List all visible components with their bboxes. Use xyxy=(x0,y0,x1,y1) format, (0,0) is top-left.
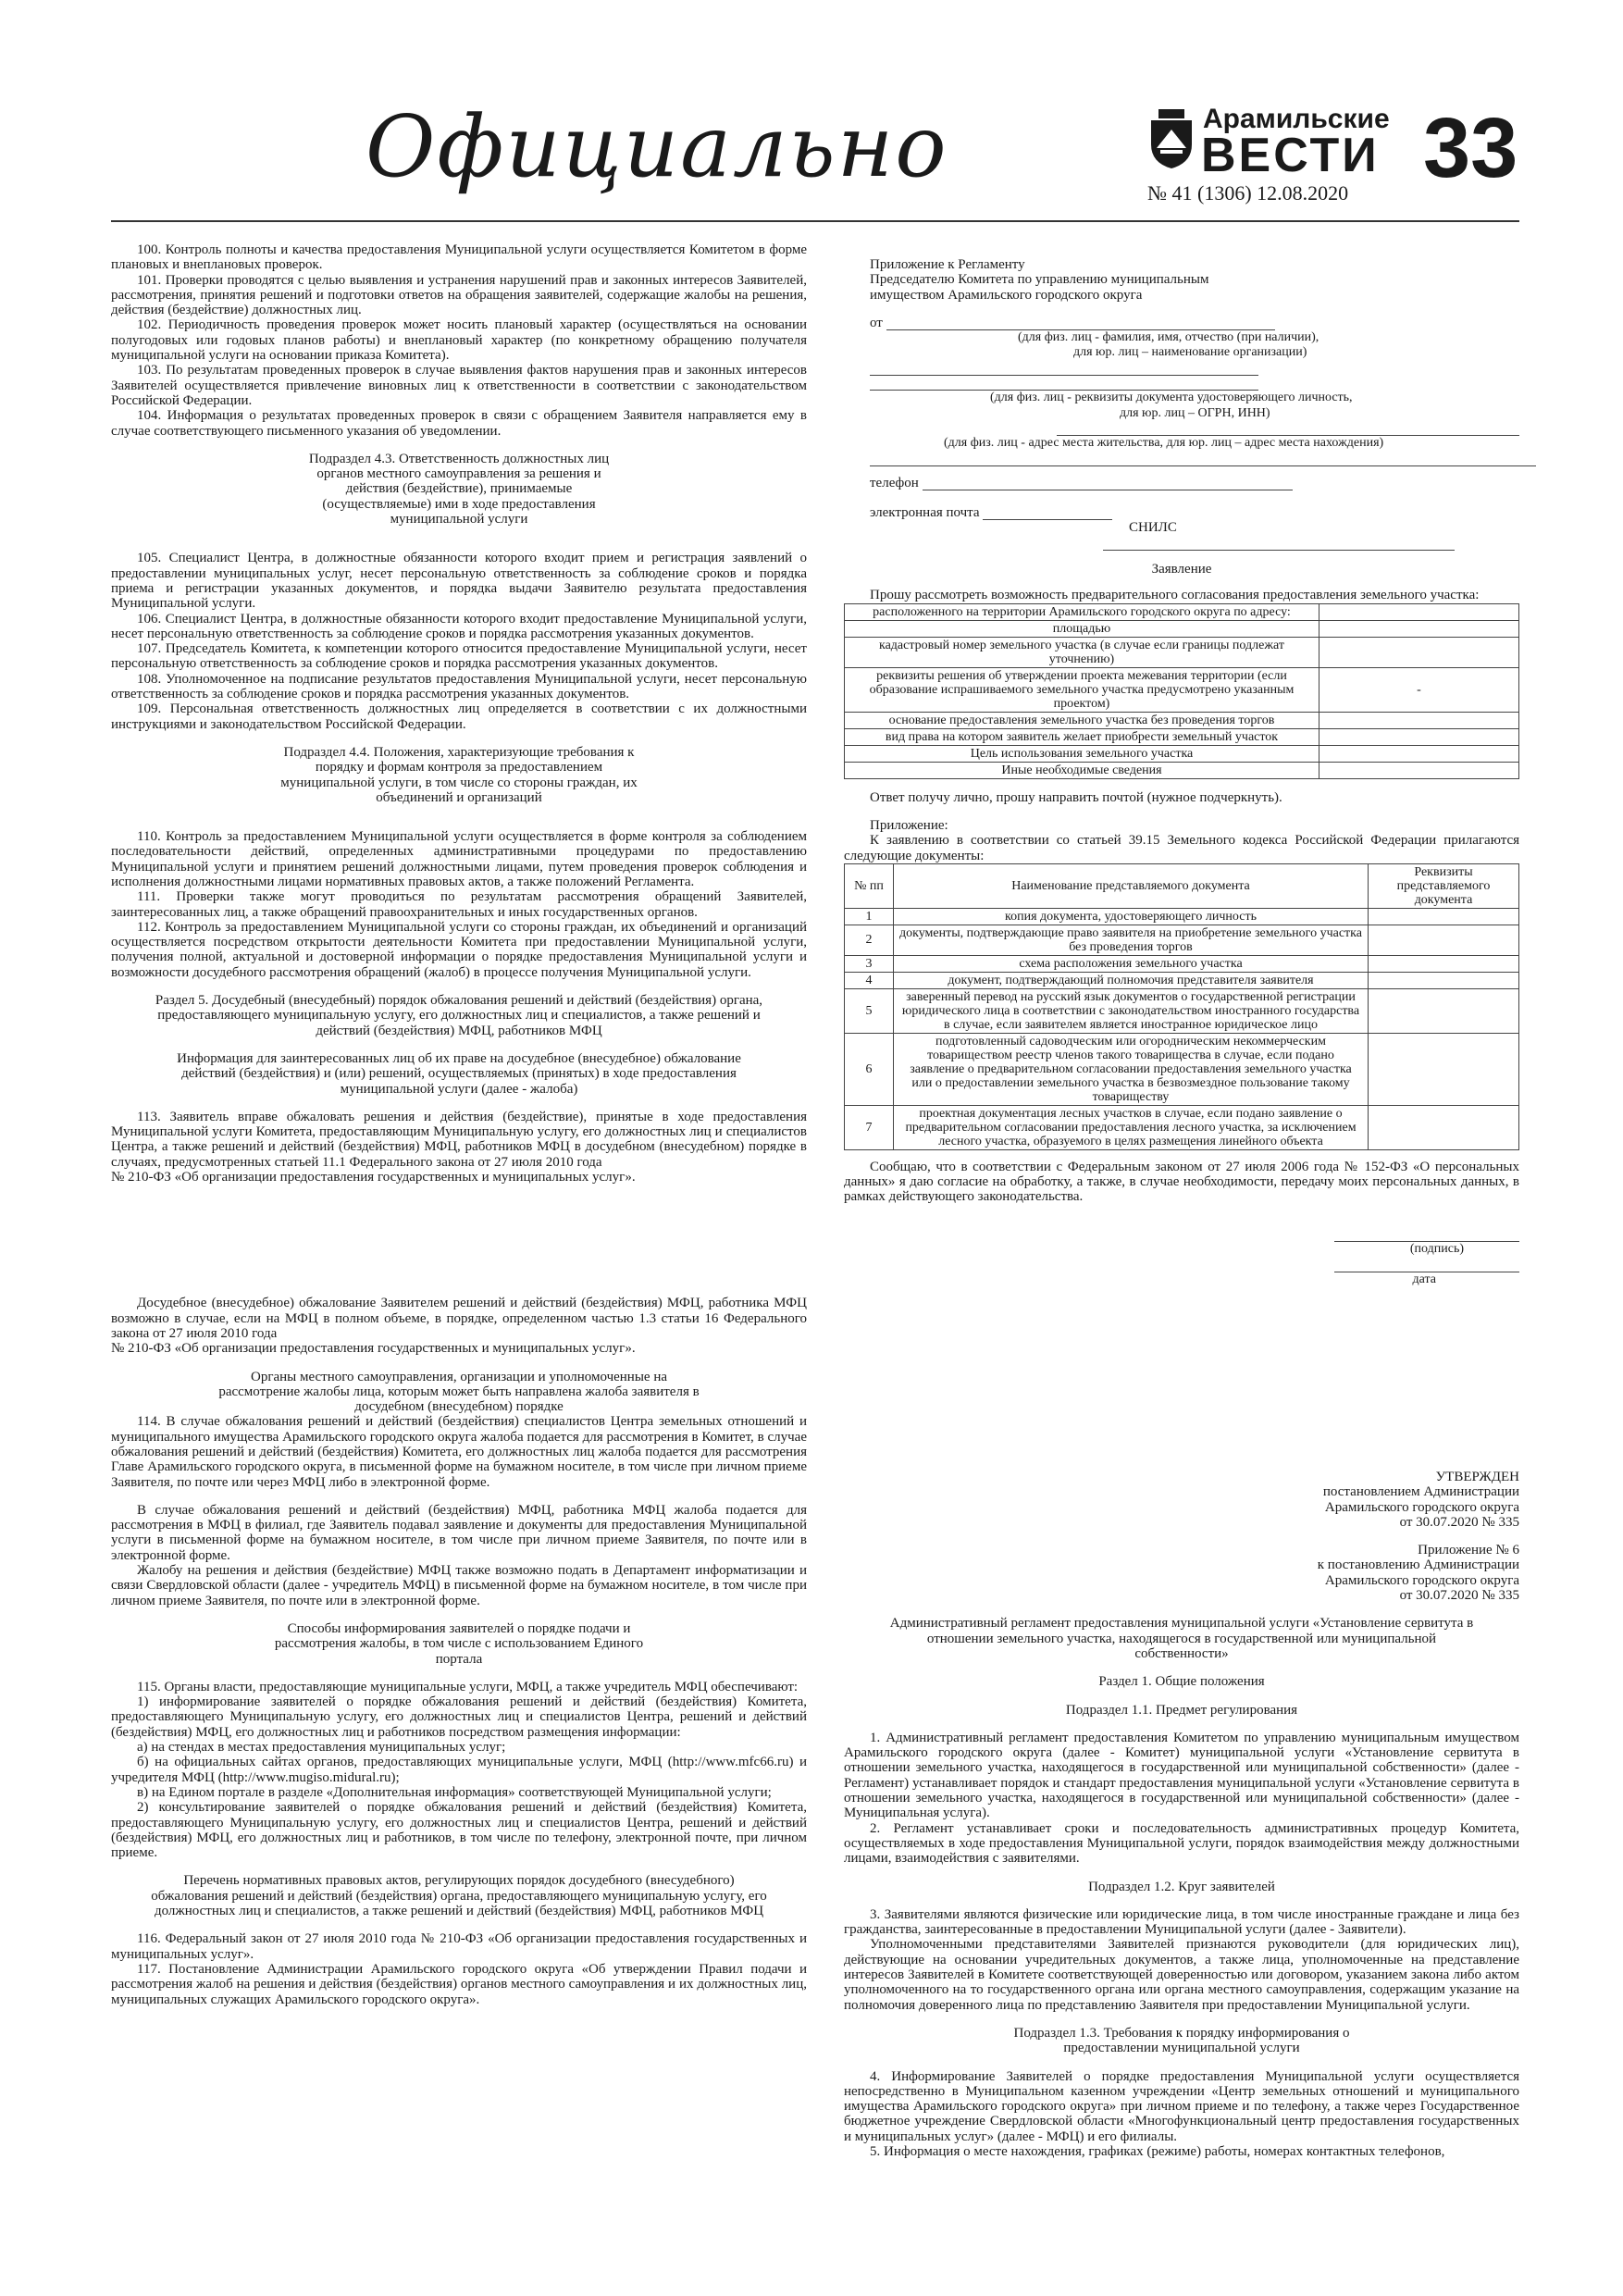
paragraph: а) на стендах в местах предоставления муниципальных услуг; xyxy=(137,1740,506,1756)
paragraph: 108. Уполномоченное на подписание результатов предоставления Муниципальной услуги, несет персональную ответственность за соблюдение сроков и порядка рассмотрения указанных документов. xyxy=(111,671,807,702)
form-title: Заявление xyxy=(1151,562,1212,577)
plot-row-label: расположенного на территории Арамильского городского округа по адресу: xyxy=(845,603,1319,620)
document-name: подготовленный садоводческим или огородническим некоммерческим товариществом реестр членов такого товарищества в случае, если подано заявление о предварительном согласовании предоставления земельного участка или о предоставлении земельного участка в безвозмездное пользование такому товариществу xyxy=(894,1033,1369,1105)
paragraph: № 210-ФЗ «Об организации предоставления государственных и муниципальных услуг». xyxy=(111,1170,636,1185)
subsection-heading: Перечень нормативных правовых актов, регулирующих порядок досудебного (внесудебного) обжалования решений и действий (бездействия) органа, предоставляющего муниципальную услугу, его должностных лиц и специалистов, а также решений и действий (бездействия) МФЦ, работников МФЦ xyxy=(151,1873,767,1919)
paragraph: 4. Информирование Заявителей о порядке предоставления Муниципальной услуги осуществляется непосредственно в Муниципальном казенном учреждении «Центр земельных отношений и муниципального имущества Арамильского городского округа» при личном приеме и по телефону, а также через Государственное бюджетное учреждение Свердловской области «Многофункциональный центр предоставления государственных и муниципальных услуг» (далее - МФЦ) и его филиалы. xyxy=(844,2068,1519,2144)
document-number: 7 xyxy=(845,1105,894,1149)
documents-row xyxy=(845,972,1519,988)
section-title: Официально xyxy=(365,97,948,196)
paragraph: 1) информирование заявителей о порядке обжалования решений и действий (бездействия) Комитета, предоставляющего Муниципальную услугу, его должностных лиц и специалистов Центра, решений и действий (бездействия) МФЦ, его должностных лиц и работников посредством размещения информации: xyxy=(111,1694,807,1740)
paragraph: 106. Специалист Центра, в должностные обязанности которого входит предоставление Муниципальной услуги, несет персональную ответственность за соблюдение сроков и порядка рассмотрения указанных документов. xyxy=(111,611,807,641)
paragraph: 117. Постановление Администрации Арамильского городского округа «Об утверждении Правил подачи и рассмотрения жалоб на решения и действия (бездействия) органов местного самоуправления и их должностных лиц, муниципальных служащих Арамильского городского округа». xyxy=(111,1961,807,2007)
appendix-line: от 30.07.2020 № 335 xyxy=(1399,1588,1519,1604)
header-rule xyxy=(111,220,1519,222)
plot-row xyxy=(845,745,1519,762)
paragraph: 1. Административный регламент предоставления Комитетом по управлению муниципальным имуществом Арамильского городского округа (далее - Комитет) муниципальной услуги «Установление сервитута в отношении земельного участка, находящегося в государственной или муниципальной собственности» (далее - Регламент) устанавливает порядок и стандарт предоставления муниципальной услуги «Установление сервитута в отношении земельного участка, находящегося в государственной или муниципальной собственности» (далее - Муниципальная услуга). xyxy=(844,1730,1519,1821)
hint: (для физ. лиц - адрес места жительства, для юр. лиц – адрес места нахождения) xyxy=(944,436,1384,451)
page-number: 33 xyxy=(1423,101,1518,195)
plot-row-label: основание предоставления земельного участка без проведения торгов xyxy=(845,712,1319,728)
paragraph: 109. Персональная ответственность должностных лиц определяется в соответствии с их должностными инструкциями и законодательством Российской Федерации. xyxy=(111,701,807,732)
plot-table xyxy=(844,603,1519,779)
plot-row-label: кадастровый номер земельного участка (в случае если границы подлежат уточнению) xyxy=(845,637,1319,667)
plot-row-value[interactable] xyxy=(1319,620,1519,637)
regulation-title: Административный регламент предоставления муниципальной услуги «Установление сервитута в отношении земельного участка, находящегося в государственной или муниципальной собственности» xyxy=(889,1616,1474,1661)
document-number: 1 xyxy=(845,908,894,925)
logo-top-text: Арамильские xyxy=(1203,104,1390,134)
paragraph: 103. По результатам проведенных проверок в случае выявления фактов нарушения прав и законных интересов Заявителей осуществляется привлечение виновных лиц к ответственности в соответствии с законодательством Российской Федерации. xyxy=(111,363,807,408)
snils-label: СНИЛС xyxy=(1129,520,1177,536)
documents-row xyxy=(845,988,1519,1033)
paragraph: 100. Контроль полноты и качества предоставления Муниципальной услуги осуществляется Комитетом в форме плановых и внеплановых проверок. xyxy=(111,242,807,273)
date-hint: дата xyxy=(1412,1272,1436,1286)
section-heading: Раздел 1. Общие положения xyxy=(1098,1674,1265,1690)
document-requisites-cell[interactable] xyxy=(1369,1033,1519,1105)
document-number: 6 xyxy=(845,1033,894,1105)
approval-line: постановлением Администрации xyxy=(1322,1484,1519,1500)
document-requisites-cell[interactable] xyxy=(1369,972,1519,988)
regulation-section xyxy=(844,1470,1519,2159)
documents-row xyxy=(845,925,1519,955)
document-requisites-cell[interactable] xyxy=(1369,955,1519,972)
plot-row-value[interactable] xyxy=(1319,712,1519,728)
blank-line[interactable] xyxy=(870,453,1536,466)
paragraph: 2) консультирование заявителей о порядке обжалования решений и действий (бездействия) Комитета, предоставляющего Муниципальную услугу, его должностных лиц и специалистов Центра, решений и действий (бездействия) МФЦ, его должностных лиц и работников, в том числе по телефону, электронной почте, при личном приеме. xyxy=(111,1800,807,1861)
hint: для юр. лиц – ОГРН, ИНН) xyxy=(1120,405,1270,420)
subsection-heading: Подраздел 1.1. Предмет регулирования xyxy=(1065,1702,1298,1718)
document-requisites-cell[interactable] xyxy=(1369,908,1519,925)
plot-row xyxy=(845,620,1519,637)
document-name: документы, подтверждающие право заявителя на приобретение земельного участка без проведения торгов xyxy=(894,925,1369,955)
paragraph: 104. Информация о результатах проведенных проверок в связи с обращением Заявителя направляется ему в случае соответствующего письменного указания об уведомлении. xyxy=(111,408,807,439)
document-requisites-cell[interactable] xyxy=(1369,988,1519,1033)
documents-header-req: Реквизиты представляемого документа xyxy=(1369,863,1519,908)
paragraph: 3. Заявителями являются физические или юридические лица, в том числе иностранные граждане и лица без гражданства, заинтересованные в предоставлении Муниципальной услуги (далее - Заявители). xyxy=(844,1906,1519,1938)
addressee-line: Председателю Комитета по управлению муниципальным xyxy=(870,272,1209,288)
paragraph: Досудебное (внесудебное) обжалование Заявителем решений и действий (бездействия) МФЦ, работника МФЦ возможно в случае, если на МФЦ в полном объеме, в порядке, определенном частью 1.3 статьи 16 Федерального закона от 27 июля 2010 года xyxy=(111,1296,807,1341)
documents-row xyxy=(845,1033,1519,1105)
snils-field[interactable] xyxy=(1103,537,1455,551)
subsection-heading: Органы местного самоуправления, организации и уполномоченные на рассмотрение жалобы лица, которым может быть направлена жалоба заявителя в досудебном (внесудебном) порядке xyxy=(218,1369,700,1415)
paragraph: 113. Заявитель вправе обжаловать решения и действия (бездействие), принятые в ходе предоставления Муниципальной услуги Комитета, предоставляющим Муниципальную услугу, его должностных лиц и специалистов Центра, а также решений и действий (бездействия) МФЦ, работников МФЦ в досудебном (внесудебном) порядке в случаях, предусмотренных статьей 11.1 Федерального закона от 27 июля 2010 года xyxy=(111,1109,807,1170)
documents-row xyxy=(845,955,1519,972)
document-name: проектная документация лесных участков в случае, если подано заявление о предварительном согласовании предоставления лесного участка, за исключением лесного участка, образуемого в целях размещения линейного объекта xyxy=(894,1105,1369,1149)
documents-header-row xyxy=(845,863,1519,908)
paragraph: 111. Проверки также могут проводиться по результатам рассмотрения обращений Заявителей, заинтересованных лиц, а также обращений правоохранительных и иных государственных органов. xyxy=(111,889,807,920)
plot-row-label: Иные необходимые сведения xyxy=(845,762,1319,778)
paragraph: 116. Федеральный закон от 27 июля 2010 года № 210-ФЗ «Об организации предоставления государственных и муниципальных услуг». xyxy=(111,1931,807,1962)
section-heading: Раздел 5. Досудебный (внесудебный) порядок обжалования решений и действий (бездействия) органа, предоставляющего муниципальную услугу, его должностных лиц и специалистов, а также решений и действий (бездействия) МФЦ, работников МФЦ xyxy=(155,993,763,1038)
newspaper-logo xyxy=(1147,100,1390,183)
plot-row-label: вид права на котором заявитель желает приобрести земельный участок xyxy=(845,728,1319,745)
email-label: электронная почта xyxy=(870,505,980,521)
plot-row-value[interactable] xyxy=(1319,603,1519,620)
plot-row-value[interactable] xyxy=(1319,745,1519,762)
subsection-heading: Информация для заинтересованных лиц об их праве на досудебное (внесудебное) обжалование действий (бездействия) и (или) решений, осуществляемых (принятых) в ходе предоставления муниципальной услуги (далее - жалоба) xyxy=(177,1050,741,1097)
subsection-heading: Подраздел 4.3. Ответственность должностных лиц органов местного самоуправления за решения и действия (бездействие), принимаемые (осуществляемые) ими в ходе предоставления муниципальной услуги xyxy=(308,451,610,527)
document-number: 4 xyxy=(845,972,894,988)
plot-row xyxy=(845,712,1519,728)
plot-row xyxy=(845,667,1519,712)
paragraph: 112. Контроль за предоставлением Муниципальной услуги со стороны граждан, их объединений и организаций осуществляется посредством открытости деятельности Комитета при предоставлении Муниципальной услуги, получения полной, актуальной и достоверной информации о порядке предоставления Муниципальной услуги и возможности досудебного рассмотрения обращений (жалоб) в процессе получения Муниципальной услуги. xyxy=(111,919,807,980)
documents-row xyxy=(845,1105,1519,1149)
plot-row xyxy=(845,603,1519,620)
documents-header-name: Наименование представляемого документа xyxy=(894,863,1369,908)
plot-row-value[interactable]: - xyxy=(1319,667,1519,712)
answer-text: Ответ получу лично, прошу направить почтой (нужное подчеркнуть). xyxy=(870,789,1282,805)
consent-text: Сообщаю, что в соответствии с Федеральным законом от 27 июля 2006 года № 152-ФЗ «О персональных данных» я даю согласие на обработку, а также, в случае необходимости, передачу моих персональных данных, в рамках действующего законодательства. xyxy=(844,1159,1519,1205)
approval-line: Арамильского городского округа xyxy=(1324,1499,1519,1515)
application-form xyxy=(844,257,1519,1287)
hint: (для физ. лиц - реквизиты документа удостоверяющего личность, xyxy=(990,391,1353,405)
document-number: 2 xyxy=(845,925,894,955)
paragraph: № 210-ФЗ «Об организации предоставления государственных и муниципальных услуг». xyxy=(111,1341,636,1357)
document-name: схема расположения земельного участка xyxy=(894,955,1369,972)
signature-field[interactable] xyxy=(1334,1228,1519,1242)
subsection-heading: Подраздел 4.4. Положения, характеризующие требования к порядку и формам контроля за предоставлением муниципальной услуги, в том числе со стороны граждан, их объединений и организаций xyxy=(280,744,638,805)
date-field[interactable] xyxy=(1334,1259,1519,1272)
document-requisites-cell[interactable] xyxy=(1369,1105,1519,1149)
paragraph: 5. Информация о месте нахождения, графиках (режиме) работы, номерах контактных телефонов, xyxy=(870,2143,1445,2159)
documents-header-num: № пп xyxy=(845,863,894,908)
paragraph: в) на Едином портале в разделе «Дополнительная информация» соответствующей Муниципальной услуги; xyxy=(137,1784,772,1800)
paragraph: В случае обжалования решений и действий (бездействия) МФЦ, работника МФЦ жалоба подается для рассмотрения в МФЦ в филиал, где Заявитель подавал заявление и документы для предоставления Муниципальной услуги в письменной форме на бумажном носителе, в том числе при личном приеме Заявителя, по почте или в электронной форме. xyxy=(111,1502,807,1563)
plot-row xyxy=(845,762,1519,778)
subsection-heading: Подраздел 1.3. Требования к порядку информирования о предоставлении муниципальной услуги xyxy=(1013,2025,1350,2056)
documents-table xyxy=(844,863,1519,1150)
left-column xyxy=(111,242,807,2007)
paragraph: 105. Специалист Центра, в должностные обязанности которого входит прием и регистрация заявлений о предоставлении муниципальных услуг, несет персональную ответственность за соблюдение сроков и порядка приема и регистрации указанных документов, и порядка выдачи Заявителю результата предоставления Муниципальной услуги. xyxy=(111,551,807,612)
documents-row xyxy=(845,908,1519,925)
paragraph: 114. В случае обжалования решений и действий (бездействия) специалистов Центра земельных отношений и муниципального имущества Арамильского городского округа жалоба подается для рассмотрения в Комитет, в случае обжалования решений и действий (бездействия) Комитета, его должностных лиц жалоба подается для рассмотрения Главе Арамильского городского округа, в письменной форме на бумажном носителе, в том числе при личном приеме Заявителя, по почте или через МФЦ либо в электронной форме. xyxy=(111,1414,807,1490)
paragraph: 2. Регламент устанавливает сроки и последовательность административных процедур Комитета, осуществляемых в ходе предоставления Муниципальной услуги, порядок взаимодействия между должностными лицами, взаимодействия с заявителями. xyxy=(844,1820,1519,1867)
issue-line: № 41 (1306) 12.08.2020 xyxy=(1147,181,1349,205)
paragraph: 101. Проверки проводятся с целью выявления и устранения нарушений прав и законных интересов Заявителей, рассмотрения, принятия решений и подготовки ответов на обращения заявителей, содержащие жалобы на решения, действия (бездействие) должностных лиц. xyxy=(111,272,807,318)
subsection-heading: Подраздел 1.2. Круг заявителей xyxy=(1088,1879,1275,1894)
plot-row-value[interactable] xyxy=(1319,762,1519,778)
email-field[interactable] xyxy=(983,506,1112,520)
plot-row-value[interactable] xyxy=(1319,728,1519,745)
document-name: копия документа, удостоверяющего личность xyxy=(894,908,1369,925)
blank-line[interactable] xyxy=(1057,422,1519,436)
phone-field[interactable] xyxy=(923,477,1293,490)
document-number: 3 xyxy=(845,955,894,972)
hint: для юр. лиц – наименование организации) xyxy=(1073,345,1307,360)
plot-row xyxy=(845,637,1519,667)
paragraph: 115. Органы власти, предоставляющие муниципальные услуги, МФЦ, а также учредитель МФЦ обеспечивают: xyxy=(137,1679,799,1694)
attach-text: К заявлению в соответствии со статьей 39.15 Земельного кодекса Российской Федерации прилагаются следующие документы: xyxy=(844,833,1519,863)
addressee-line: имуществом Арамильского городского округа xyxy=(870,287,1143,303)
subsection-heading: Способы информирования заявителей о порядке подачи и рассмотрения жалобы, в том числе с использованием Единого портала xyxy=(274,1620,644,1667)
paragraph: 102. Периодичность проведения проверок может носить плановый характер (осуществляться на основании полугодовых или годовых планов работы) и внеплановый характер (по конкретному обращению получателя муниципальной услуги на основании приказа Комитета). xyxy=(111,317,807,364)
plot-row-label: Цель использования земельного участка xyxy=(845,745,1319,762)
phone-label: телефон xyxy=(870,475,919,490)
paragraph: Уполномоченными представителями Заявителей признаются руководители (для юридических лиц), действующие на основании учредительных документов, а также лица, уполномоченные на представление интересов Заявителей в Комитете соответствующей доверенностью или договором, указанием закона либо актом уполномоченного на то государственного органа или органа местного самоуправления, содержащим указание на полномочия доверенного лица по представлению Заявителя при предоставлении Муниципальной услуги. xyxy=(844,1937,1519,2013)
addressee-line: Приложение к Регламенту xyxy=(870,257,1025,272)
masthead xyxy=(0,0,1623,222)
request-text: Прошу рассмотреть возможность предварительного согласования предоставления земельного участка: xyxy=(870,588,1480,603)
paragraph: 110. Контроль за предоставлением Муниципальной услуги осуществляется в форме контроля за соблюдением последовательности действий, определенных административными процедурами по предоставлению Муниципальной услуги и принятием решений должностными лицами, путем проведения проверок соблюдения и исполнения должностными лицами нормативных правовых актов, а также положений Регламента. xyxy=(111,829,807,889)
approval-line: от 30.07.2020 № 335 xyxy=(1399,1514,1519,1530)
logo-main-text: ВЕСТИ xyxy=(1201,129,1380,182)
crest-icon xyxy=(1147,107,1196,170)
hint: (для физ. лиц - фамилия, имя, отчество (при наличии), xyxy=(1018,330,1319,345)
appendix-line: Приложение № 6 xyxy=(1418,1543,1519,1558)
plot-row-label: реквизиты решения об утверждении проекта межевания территории (если образование испрашиваемого земельного участка предусмотрено указанным проектом) xyxy=(845,667,1319,712)
paragraph: Жалобу на решения и действия (бездействие) МФЦ также возможно подать в Департамент информатизации и связи Свердловской области (далее - учредитель МФЦ) в письменной форме на бумажном носителе, в том числе при личном приеме Заявителя, по почте или в электронной форме. xyxy=(111,1563,807,1608)
from-label: от xyxy=(870,315,883,330)
plot-row-value[interactable] xyxy=(1319,637,1519,667)
approval-line: УТВЕРЖДЕН xyxy=(1435,1470,1519,1484)
document-name: документ, подтверждающий полномочия представителя заявителя xyxy=(894,972,1369,988)
appendix-line: Арамильского городского округа xyxy=(1324,1572,1519,1588)
document-requisites-cell[interactable] xyxy=(1369,925,1519,955)
document-number: 5 xyxy=(845,988,894,1033)
blank-line[interactable] xyxy=(870,377,1258,391)
signature-hint: (подпись) xyxy=(1409,1242,1464,1257)
blank-line[interactable] xyxy=(870,362,1258,376)
plot-row xyxy=(845,728,1519,745)
paragraph: б) на официальных сайтах органов, предоставляющих муниципальные услуги, МФЦ (http://www.mfc66.ru) и учредителя МФЦ (http://www.mugiso.midural.ru); xyxy=(111,1755,807,1785)
paragraph: 107. Председатель Комитета, к компетенции которого относится предоставление Муниципальной услуги, несет персональную ответственность за соблюдение сроков и порядка рассмотрения указанных документов. xyxy=(111,641,807,672)
appendix-line: к постановлению Администрации xyxy=(1317,1558,1519,1573)
form-addressee xyxy=(844,257,1519,303)
attach-label: Приложение: xyxy=(870,817,948,833)
document-name: заверенный перевод на русский язык документов о государственной регистрации юридического лица в соответствии с законодательством иностранного государства в случае, если заявителем является иностранное юридическое лицо xyxy=(894,988,1369,1033)
plot-row-label: площадью xyxy=(845,620,1319,637)
